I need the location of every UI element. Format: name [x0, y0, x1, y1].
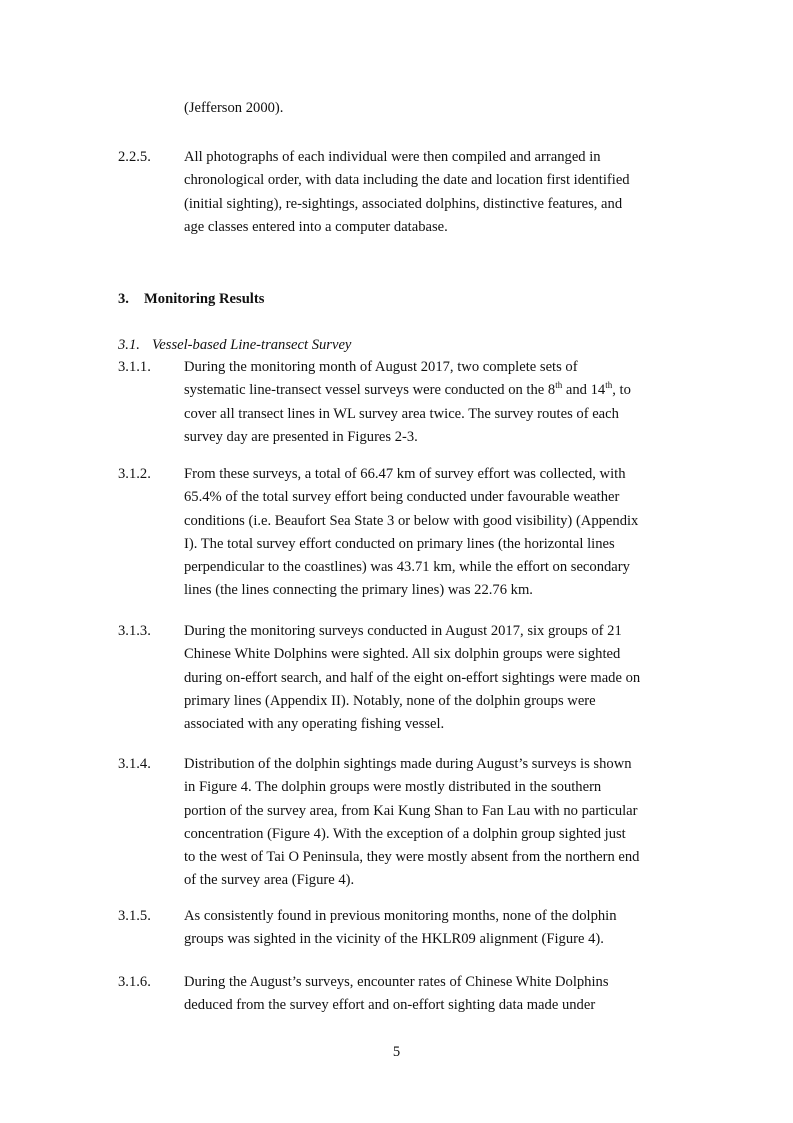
paragraph-number: 3.1.5. — [118, 908, 151, 924]
subsection-title: Vessel-based Line-transect Survey — [152, 337, 352, 353]
paragraph-number: 3.1.4. — [118, 756, 151, 772]
text-line: during on-effort search, and half of the eight on-effort sightings were made on — [184, 669, 641, 686]
text-line: primary lines (Appendix II). Notably, none of the dolphin groups were — [184, 692, 596, 709]
text-line: As consistently found in previous monitoring months, none of the dolphin — [184, 908, 617, 924]
text-line: During the monitoring surveys conducted in August 2017, six groups of 21 — [184, 623, 622, 639]
paragraph-number: 3.1.2. — [118, 466, 151, 482]
paragraph-3-1-1 — [184, 356, 684, 449]
page-number: 5 — [392, 1044, 401, 1060]
paragraph-number: 2.2.5. — [118, 149, 151, 165]
text-line: survey day are presented in Figures 2-3. — [184, 428, 418, 445]
superscript: th — [605, 380, 613, 391]
text-line: age classes entered into a computer database. — [184, 218, 448, 235]
text-line — [184, 379, 684, 402]
text-line: From these surveys, a total of 66.47 km of survey effort was collected, with — [184, 466, 626, 482]
paragraph-3-1-5 — [184, 905, 684, 952]
text-line: perpendicular to the coastlines) was 43.71 km, while the effort on secondary — [184, 559, 630, 576]
subsection-number: 3.1. — [118, 337, 140, 353]
text-line: chronological order, with data including the date and location first identified — [184, 172, 630, 189]
text-line: cover all transect lines in WL survey area twice. The survey routes of each — [184, 405, 619, 422]
text-line: conditions (i.e. Beaufort Sea State 3 or below with good visibility) (Appendix — [184, 512, 639, 529]
text-line: to the west of Tai O Peninsula, they were mostly absent from the northern end — [184, 849, 640, 866]
text-line: (Jefferson 2000). — [184, 100, 284, 116]
text-line: groups was sighted in the vicinity of the HKLR09 alignment (Figure 4). — [184, 931, 604, 948]
text-segment: systematic line-transect vessel surveys were conducted on the 8 — [184, 382, 556, 399]
text-line: During the August’s surveys, encounter rates of Chinese White Dolphins — [184, 974, 609, 990]
section-title: Monitoring Results — [144, 291, 265, 307]
paragraph-number: 3.1.1. — [118, 359, 151, 375]
text-line: Distribution of the dolphin sightings made during August’s surveys is shown — [184, 756, 632, 772]
paragraph-number: 3.1.3. — [118, 623, 151, 639]
text-line: Chinese White Dolphins were sighted. All six dolphin groups were sighted — [184, 646, 621, 663]
text-line: lines (the lines connecting the primary lines) was 22.76 km. — [184, 582, 533, 599]
text-line: (initial sighting), re-sightings, associated dolphins, distinctive features, and — [184, 195, 623, 212]
text-line: During the monitoring month of August 2017, two complete sets of — [184, 359, 578, 375]
text-line: of the survey area (Figure 4). — [184, 872, 355, 889]
text-line: in Figure 4. The dolphin groups were mostly distributed in the southern — [184, 779, 602, 796]
paragraph-3-1-6 — [184, 971, 684, 1018]
text-line: 65.4% of the total survey effort being conducted under favourable weather — [184, 489, 620, 506]
paragraph-3-1-4 — [184, 753, 684, 893]
paragraph-3-1-3 — [184, 620, 684, 736]
paragraph-2-2-5 — [184, 146, 684, 239]
text-segment: and 14 — [562, 382, 606, 399]
superscript: th — [555, 380, 563, 391]
paragraph-number: 3.1.6. — [118, 974, 151, 990]
text-segment: , to — [612, 382, 631, 399]
text-line: portion of the survey area, from Kai Kung Shan to Fan Lau with no particular — [184, 802, 638, 819]
section-number: 3. — [118, 291, 129, 307]
text-line: All photographs of each individual were then compiled and arranged in — [184, 149, 601, 165]
text-line: concentration (Figure 4). With the exception of a dolphin group sighted just — [184, 825, 626, 842]
text-line: deduced from the survey effort and on-effort sighting data made under — [184, 997, 596, 1014]
paragraph-3-1-2 — [184, 463, 684, 603]
text-line: associated with any operating fishing vessel. — [184, 716, 445, 733]
text-line: I). The total survey effort conducted on primary lines (the horizontal lines — [184, 535, 615, 552]
paragraph-continuation — [184, 97, 684, 120]
